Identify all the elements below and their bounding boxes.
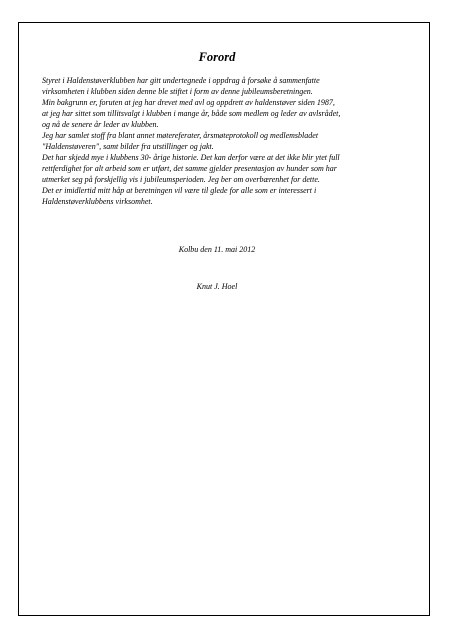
text-line: Det er imidlertid mitt håp at beretningen vil være til glede for alle som er interessert i	[42, 186, 317, 195]
text-line: utmerket seg på forskjellig vis i jubileumsperioden. Jeg ber om overbærenhet for dette.	[42, 175, 320, 184]
text-line: "Haldenstøveren", samt bilder fra utstillinger og jakt.	[42, 142, 214, 151]
text-line: Haldenstøverklubbens virksomhet.	[42, 197, 153, 206]
text-line: at jeg har sittet som tillitsvalgt i klubben i mange år, både som medlem og leder av avlsrådet,	[42, 109, 341, 118]
text-line: og nå de senere år leder av klubben.	[42, 120, 159, 129]
text-line: rettferdighet for alt arbeid som er utført, det samme gjelder presentasjon av hunder som har	[42, 164, 337, 173]
text-line: Styret i Haldenstøverklubben har gitt undertegnede i oppdrag å forsøke å sammenfatte	[42, 76, 320, 85]
document-content	[42, 50, 422, 291]
signature-name: Knut J. Hoel	[196, 282, 238, 291]
text-line: Jeg har samlet stoff fra blant annet møtereferater, årsmøteprotokoll og medlemsbladet	[42, 131, 319, 140]
body-text	[42, 75, 422, 207]
place-date: Kolbu den 11. mai 2012	[178, 245, 256, 254]
page-title: Forord	[198, 50, 236, 64]
text-line: Det har skjedd mye i klubbens 30- årige historie. Det kan derfor være at det ikke blir ytet full	[42, 153, 340, 162]
text-line: Min bakgrunn er, foruten at jeg har drevet med avl og oppdrett av haldenstøver siden 1987,	[42, 98, 335, 107]
text-line: virksomheten i klubben siden denne ble stiftet i form av denne jubileumsberetningen.	[42, 87, 313, 96]
